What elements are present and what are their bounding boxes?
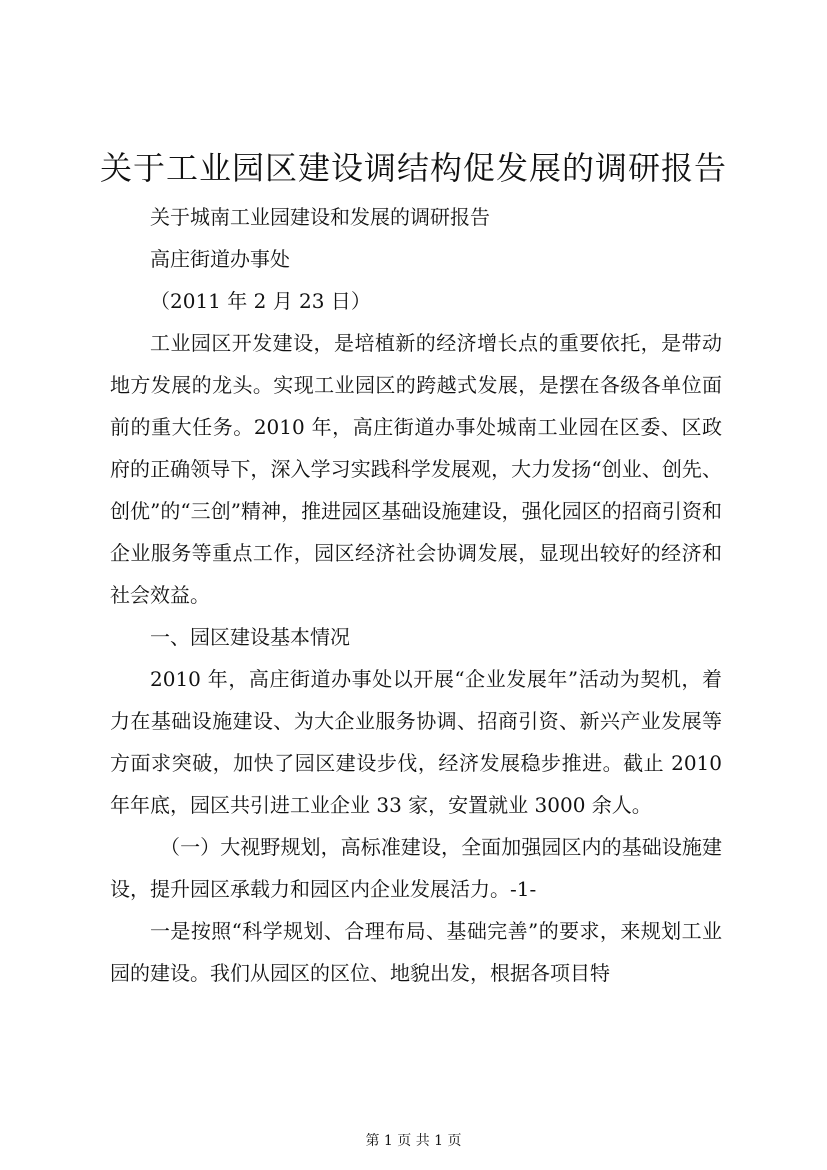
paragraph-subsection-1: （一）大视野规划，高标准建设，全面加强园区内的基础设施建设，提升园区承载力和园区内企业发展活力。-1-	[110, 835, 722, 901]
paragraph-point-1: 一是按照“科学规划、合理布局、基础完善”的要求，来规划工业园的建设。我们从园区的区位、地貌出发，根据各项目特	[110, 919, 722, 985]
paragraph-intro: 工业园区开发建设，是培植新的经济增长点的重要依托，是带动地方发展的龙头。实现工业园区的跨越式发展，是摆在各级各单位面前的重大任务。2010 年，高庄街道办事处城南工业园在区委、区政府的正确领导下，深入学习实践科学发展观，大力发扬“创业、创先、创优”的“三创”精神，推进园区基础设施建设，强化园区的招商引资和企业服务等重点工作，园区经济社会协调发展，显现出较好的经济和社会效益。	[110, 331, 722, 607]
document-body	[110, 196, 722, 994]
section-heading-1: 一、园区建设基本情况	[150, 625, 350, 649]
document-author: 高庄街道办事处	[150, 247, 290, 271]
page-number: 第 1 页 共 1 页	[365, 1133, 462, 1149]
document-title: 关于工业园区建设调结构促发展的调研报告	[99, 149, 727, 187]
document-date: （2011 年 2 月 23 日）	[150, 289, 371, 313]
document-subtitle: 关于城南工业园建设和发展的调研报告	[150, 205, 490, 229]
paragraph-overview: 2010 年，高庄街道办事处以开展“企业发展年”活动为契机，着力在基础设施建设、为大企业服务协调、招商引资、新兴产业发展等方面求突破，加快了园区建设步伐，经济发展稳步推进。截止 2010 年年底，园区共引进工业企业 33 家，安置就业 3000 余人。	[110, 667, 722, 817]
